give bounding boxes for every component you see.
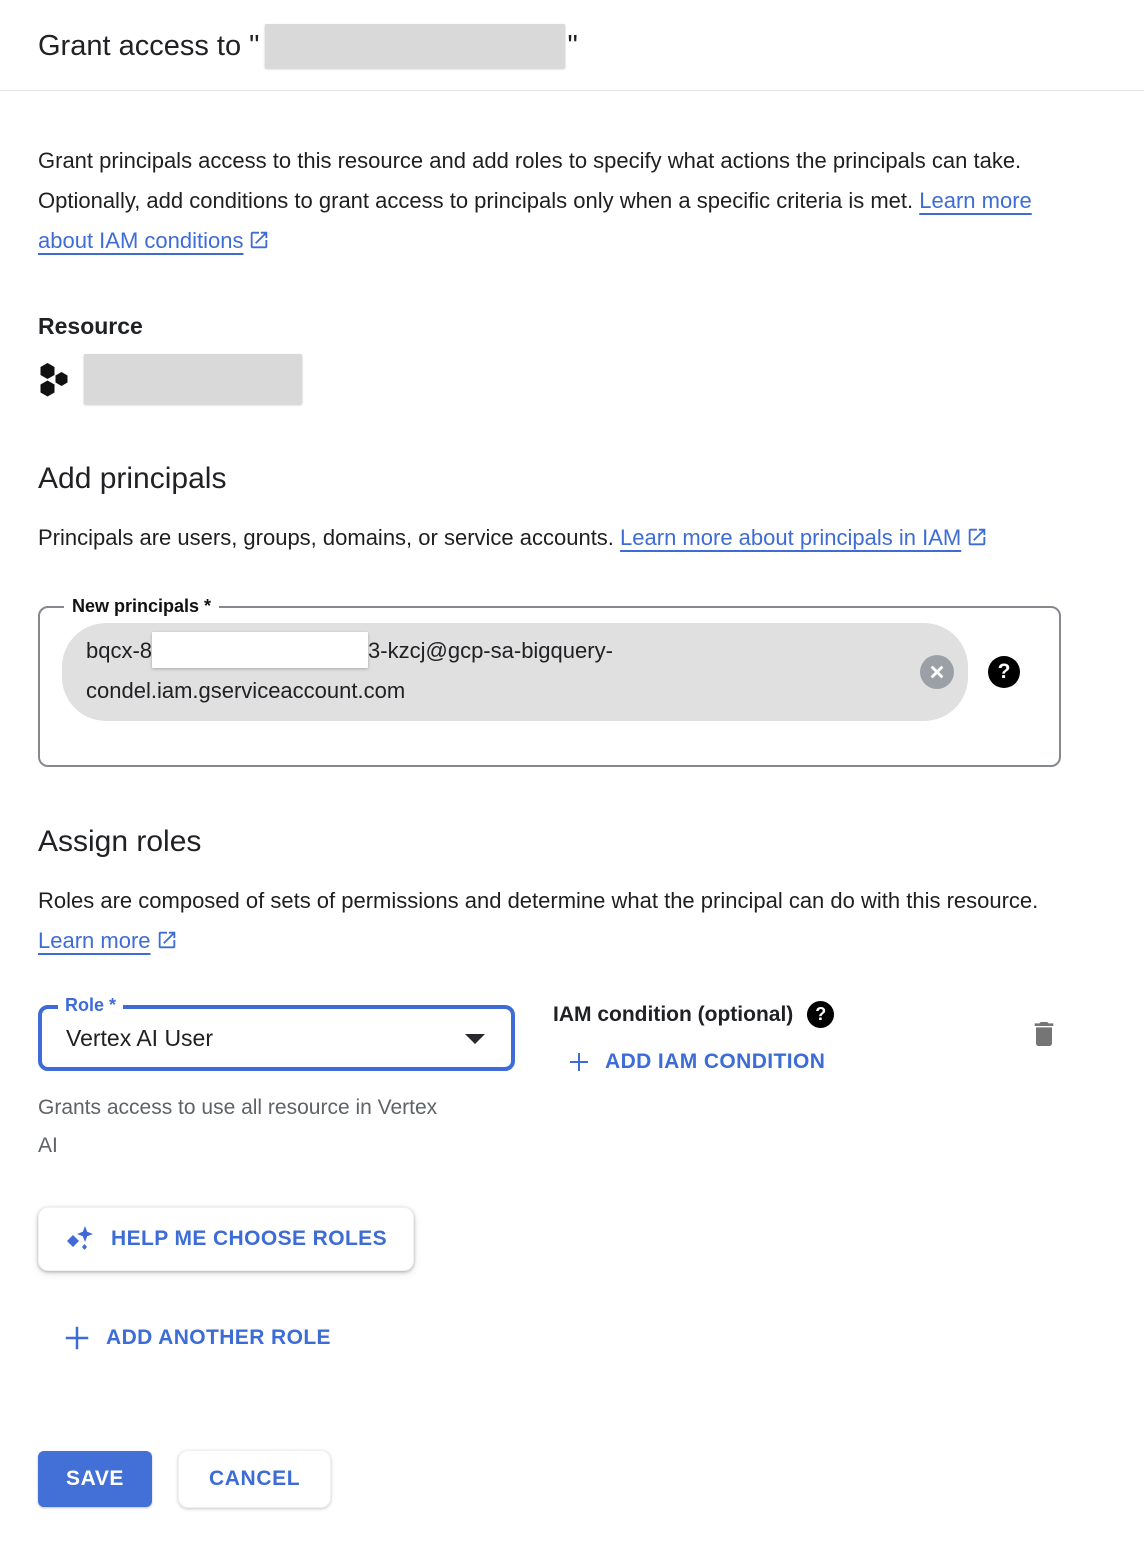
dialog-body: [0, 141, 1144, 1538]
dialog-header: [0, 0, 1144, 91]
iam-condition-label: IAM condition (optional): [553, 1002, 794, 1026]
save-button[interactable]: SAVE: [38, 1451, 152, 1507]
assign-roles-text: Roles are composed of sets of permissions and determine what the principal can do with this resource.: [38, 888, 1039, 913]
chevron-down-icon: [465, 1034, 485, 1044]
assign-roles-heading: Assign roles: [38, 825, 202, 858]
plus-icon: [567, 1050, 591, 1074]
gemini-sparkle-icon: [65, 1224, 95, 1254]
intro-text: Grant principals access to this resource and add roles to specify what actions the principals can take. Optionally, add conditions to grant access to principals only when a specific criteria is met.: [38, 148, 1022, 213]
remove-principal-button[interactable]: [920, 655, 954, 689]
learn-more-principals-link[interactable]: [620, 525, 961, 550]
new-principals-label: New principals *: [72, 596, 212, 616]
role-column: [38, 995, 515, 1165]
learn-more-iam-conditions-label: Learn more about IAM conditions: [38, 188, 1032, 253]
principal-email-prefix: bqcx-8: [86, 638, 153, 663]
add-another-role-button[interactable]: [62, 1323, 331, 1353]
delete-role-button[interactable]: [1027, 1017, 1061, 1053]
iam-condition-help-icon[interactable]: ?: [807, 1001, 834, 1028]
add-iam-condition-label: ADD IAM CONDITION: [605, 1050, 826, 1073]
intro-paragraph: [38, 141, 1048, 261]
new-principals-fieldset[interactable]: [38, 596, 1061, 767]
help-me-choose-roles-button[interactable]: [38, 1207, 414, 1271]
principal-email-middle: 3-kzcj@gcp-sa-bigquery-: [368, 638, 613, 663]
learn-more-roles-link[interactable]: [38, 928, 151, 953]
add-principals-paragraph: [38, 518, 1048, 558]
learn-more-principals-label: Learn more about principals in IAM: [620, 525, 962, 550]
learn-more-roles-label: Learn more: [38, 928, 151, 953]
add-iam-condition-button[interactable]: [567, 1050, 825, 1074]
external-link-icon: [966, 526, 988, 548]
cancel-button[interactable]: CANCEL: [178, 1450, 331, 1508]
close-icon: [929, 664, 945, 680]
assign-roles-paragraph: [38, 881, 1048, 961]
principal-email-domain: condel.iam.gserviceaccount.com: [86, 678, 406, 703]
redacted-resource-name: [265, 24, 565, 68]
add-principals-text: Principals are users, groups, domains, or service accounts.: [38, 525, 614, 550]
role-assignment-row: [38, 995, 1061, 1165]
external-link-icon: [156, 929, 178, 951]
role-select-label: Role *: [58, 995, 123, 1015]
page-title: [38, 24, 1106, 68]
plus-icon: [62, 1323, 92, 1353]
page-title-closing-quote: ": [567, 30, 578, 62]
principal-chip[interactable]: [62, 623, 968, 721]
external-link-icon: [248, 229, 270, 251]
resource-heading: Resource: [38, 313, 143, 339]
iam-condition-column: [553, 1002, 1027, 1079]
principals-help-icon[interactable]: ?: [988, 656, 1020, 688]
trash-icon: [1028, 1017, 1060, 1051]
dialog-footer: [38, 1450, 1106, 1538]
role-helper-text: Grants access to use all resource in Vertex AI: [38, 1096, 438, 1157]
role-select[interactable]: [38, 995, 515, 1071]
resource-row: [38, 354, 1106, 404]
redacted-email-segment: [152, 632, 368, 668]
iam-condition-label-row: [553, 1001, 1027, 1028]
role-select-value: Vertex AI User: [66, 1024, 214, 1051]
redacted-resource-value: [84, 354, 302, 404]
dataset-icon: [38, 361, 70, 397]
help-me-choose-roles-label: HELP ME CHOOSE ROLES: [111, 1227, 387, 1250]
add-principals-heading: Add principals: [38, 462, 227, 495]
principal-chip-row: [62, 623, 1039, 721]
page-title-text: Grant access to ": [38, 30, 260, 62]
add-another-role-label: ADD ANOTHER ROLE: [106, 1326, 331, 1349]
